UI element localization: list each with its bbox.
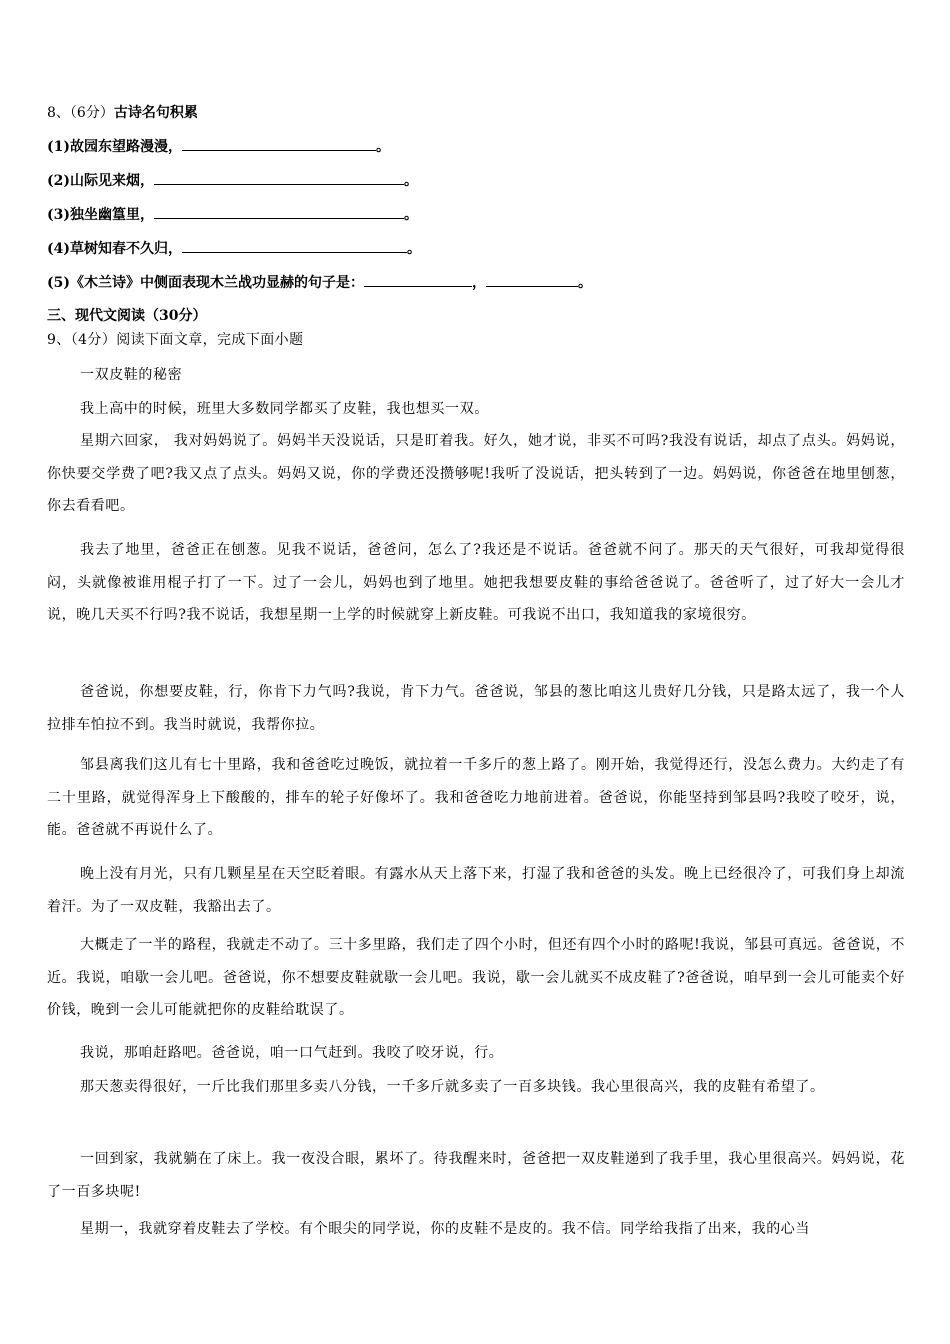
- answer-blank-5b[interactable]: [486, 272, 578, 287]
- paragraph-9: 那天葱卖得很好，一斤比我们那里多卖八分钱，一千多斤就多卖了一百多块钱。我心里很高兴，我的皮鞋有希望了。: [80, 1079, 825, 1095]
- q8-item-4: [47, 238, 421, 259]
- paragraph-5: 邹县离我们这儿有七十里路，我和爸爸吃过晚饭，就拉着一千多斤的葱上路了。刚开始，我觉得还行，没怎么费力。大约走了有二十里路，就觉得浑身上下酸酸的，排车的轮子好像坏了。我和爸爸吃力地前进着。爸爸说，你能坚持到邹县吗?我咬了咬牙，说，能。爸爸就不再说什么了。: [47, 757, 905, 838]
- q8-item-3-text: (3)独坐幽篁里，: [47, 207, 154, 223]
- q8-title: 古诗名句积累: [113, 105, 198, 121]
- q8-header: [47, 103, 198, 123]
- answer-blank-1[interactable]: [182, 136, 376, 151]
- q8-item-2: [47, 170, 418, 191]
- q8-number: 8、（6分）: [47, 105, 114, 121]
- q8-item-5-mid: ，: [472, 275, 486, 291]
- answer-blank-3[interactable]: [154, 204, 404, 219]
- paragraph-10: 一回到家，我就躺在了床上。我一夜没合眼，累坏了。待我醒来时，爸爸把一双皮鞋递到了我手里，我心里很高兴。妈妈说，花了一百多块呢!: [47, 1151, 905, 1200]
- q8-item-4-text: (4)草树知春不久归，: [47, 241, 182, 257]
- q8-item-1: [47, 136, 390, 157]
- paragraph-1: 我上高中的时候，班里大多数同学都买了皮鞋，我也想买一双。: [80, 401, 489, 417]
- answer-blank-5a[interactable]: [364, 272, 472, 287]
- q8-item-5-text: (5)《木兰诗》中侧面表现木兰战功显赫的句子是：: [47, 275, 364, 291]
- q8-item-5-end: 。: [578, 275, 592, 291]
- q8-item-5: [47, 272, 592, 293]
- paragraph-8: 我说，那咱赶路吧。爸爸说，咱一口气赶到。我咬了咬牙说，行。: [80, 1045, 504, 1061]
- paragraph-11: 星期一，我就穿着皮鞋去了学校。有个眼尖的同学说，你的皮鞋不是皮的。我不信。同学给我指了出来，我的心当: [80, 1221, 810, 1237]
- q9-header: 9、（4分）阅读下面文章，完成下面小题: [47, 332, 304, 348]
- q8-item-3: [47, 204, 418, 225]
- answer-blank-4[interactable]: [182, 238, 407, 253]
- q8-item-1-end: 。: [376, 139, 390, 155]
- q8-item-2-end: 。: [404, 173, 418, 189]
- answer-blank-2[interactable]: [154, 170, 404, 185]
- paragraph-4: 爸爸说，你想要皮鞋，行，你肯下力气吗?我说，肯下力气。爸爸说，邹县的葱比咱这儿贵好几分钱，只是路太远了，我一个人拉排车怕拉不到。我当时就说，我帮你拉。: [47, 684, 905, 733]
- paragraph-7: 大概走了一半的路程，我就走不动了。三十多里路，我们走了四个小时，但还有四个小时的路呢!我说，邹县可真远。爸爸说，不近。我说，咱歇一会儿吧。爸爸说，你不想要皮鞋就歇一会儿吧。我说，歇一会儿就买不成皮鞋了?爸爸说，咱早到一会儿可能卖个好价钱，晚到一会儿可能就把你的皮鞋给耽误了。: [47, 937, 905, 1018]
- q8-item-3-end: 。: [404, 207, 418, 223]
- paragraph-3: 我去了地里，爸爸正在刨葱。见我不说话，爸爸问，怎么了?我还是不说话。爸爸就不问了。那天的天气很好，可我却觉得很闷，头就像被谁用棍子打了一下。过了一会儿，妈妈也到了地里。她把我想要皮鞋的事给爸爸说了。爸爸听了，过了好大一会儿才说，晚几天买不行吗?我不说话，我想星期一上学的时候就穿上新皮鞋。可我说不出口，我知道我的家境很穷。: [47, 542, 905, 623]
- article-title: 一双皮鞋的秘密: [80, 367, 183, 383]
- q8-item-2-text: (2)山际见来烟，: [47, 173, 154, 189]
- q8-item-4-end: 。: [407, 241, 421, 257]
- paragraph-2: 星期六回家， 我对妈妈说了。妈妈半天没说话，只是盯着我。好久，她才说，非买不可吗?我没有说话，却点了点头。妈妈说，你快要交学费了吧?我又点了点头。妈妈又说，你的学费还没攒够呢!我听了没说话，把头转到了一边。妈妈说，你爸爸在地里刨葱，你去看看吧。: [47, 433, 905, 514]
- q8-item-1-text: (1)故园东望路漫漫，: [47, 139, 182, 155]
- section-heading: 三、现代文阅读（30分）: [47, 308, 207, 324]
- paragraph-6: 晚上没有月光，只有几颗星星在天空眨着眼。有露水从天上落下来，打湿了我和爸爸的头发。晚上已经很冷了，可我们身上却流着汗。为了一双皮鞋，我豁出去了。: [47, 866, 905, 915]
